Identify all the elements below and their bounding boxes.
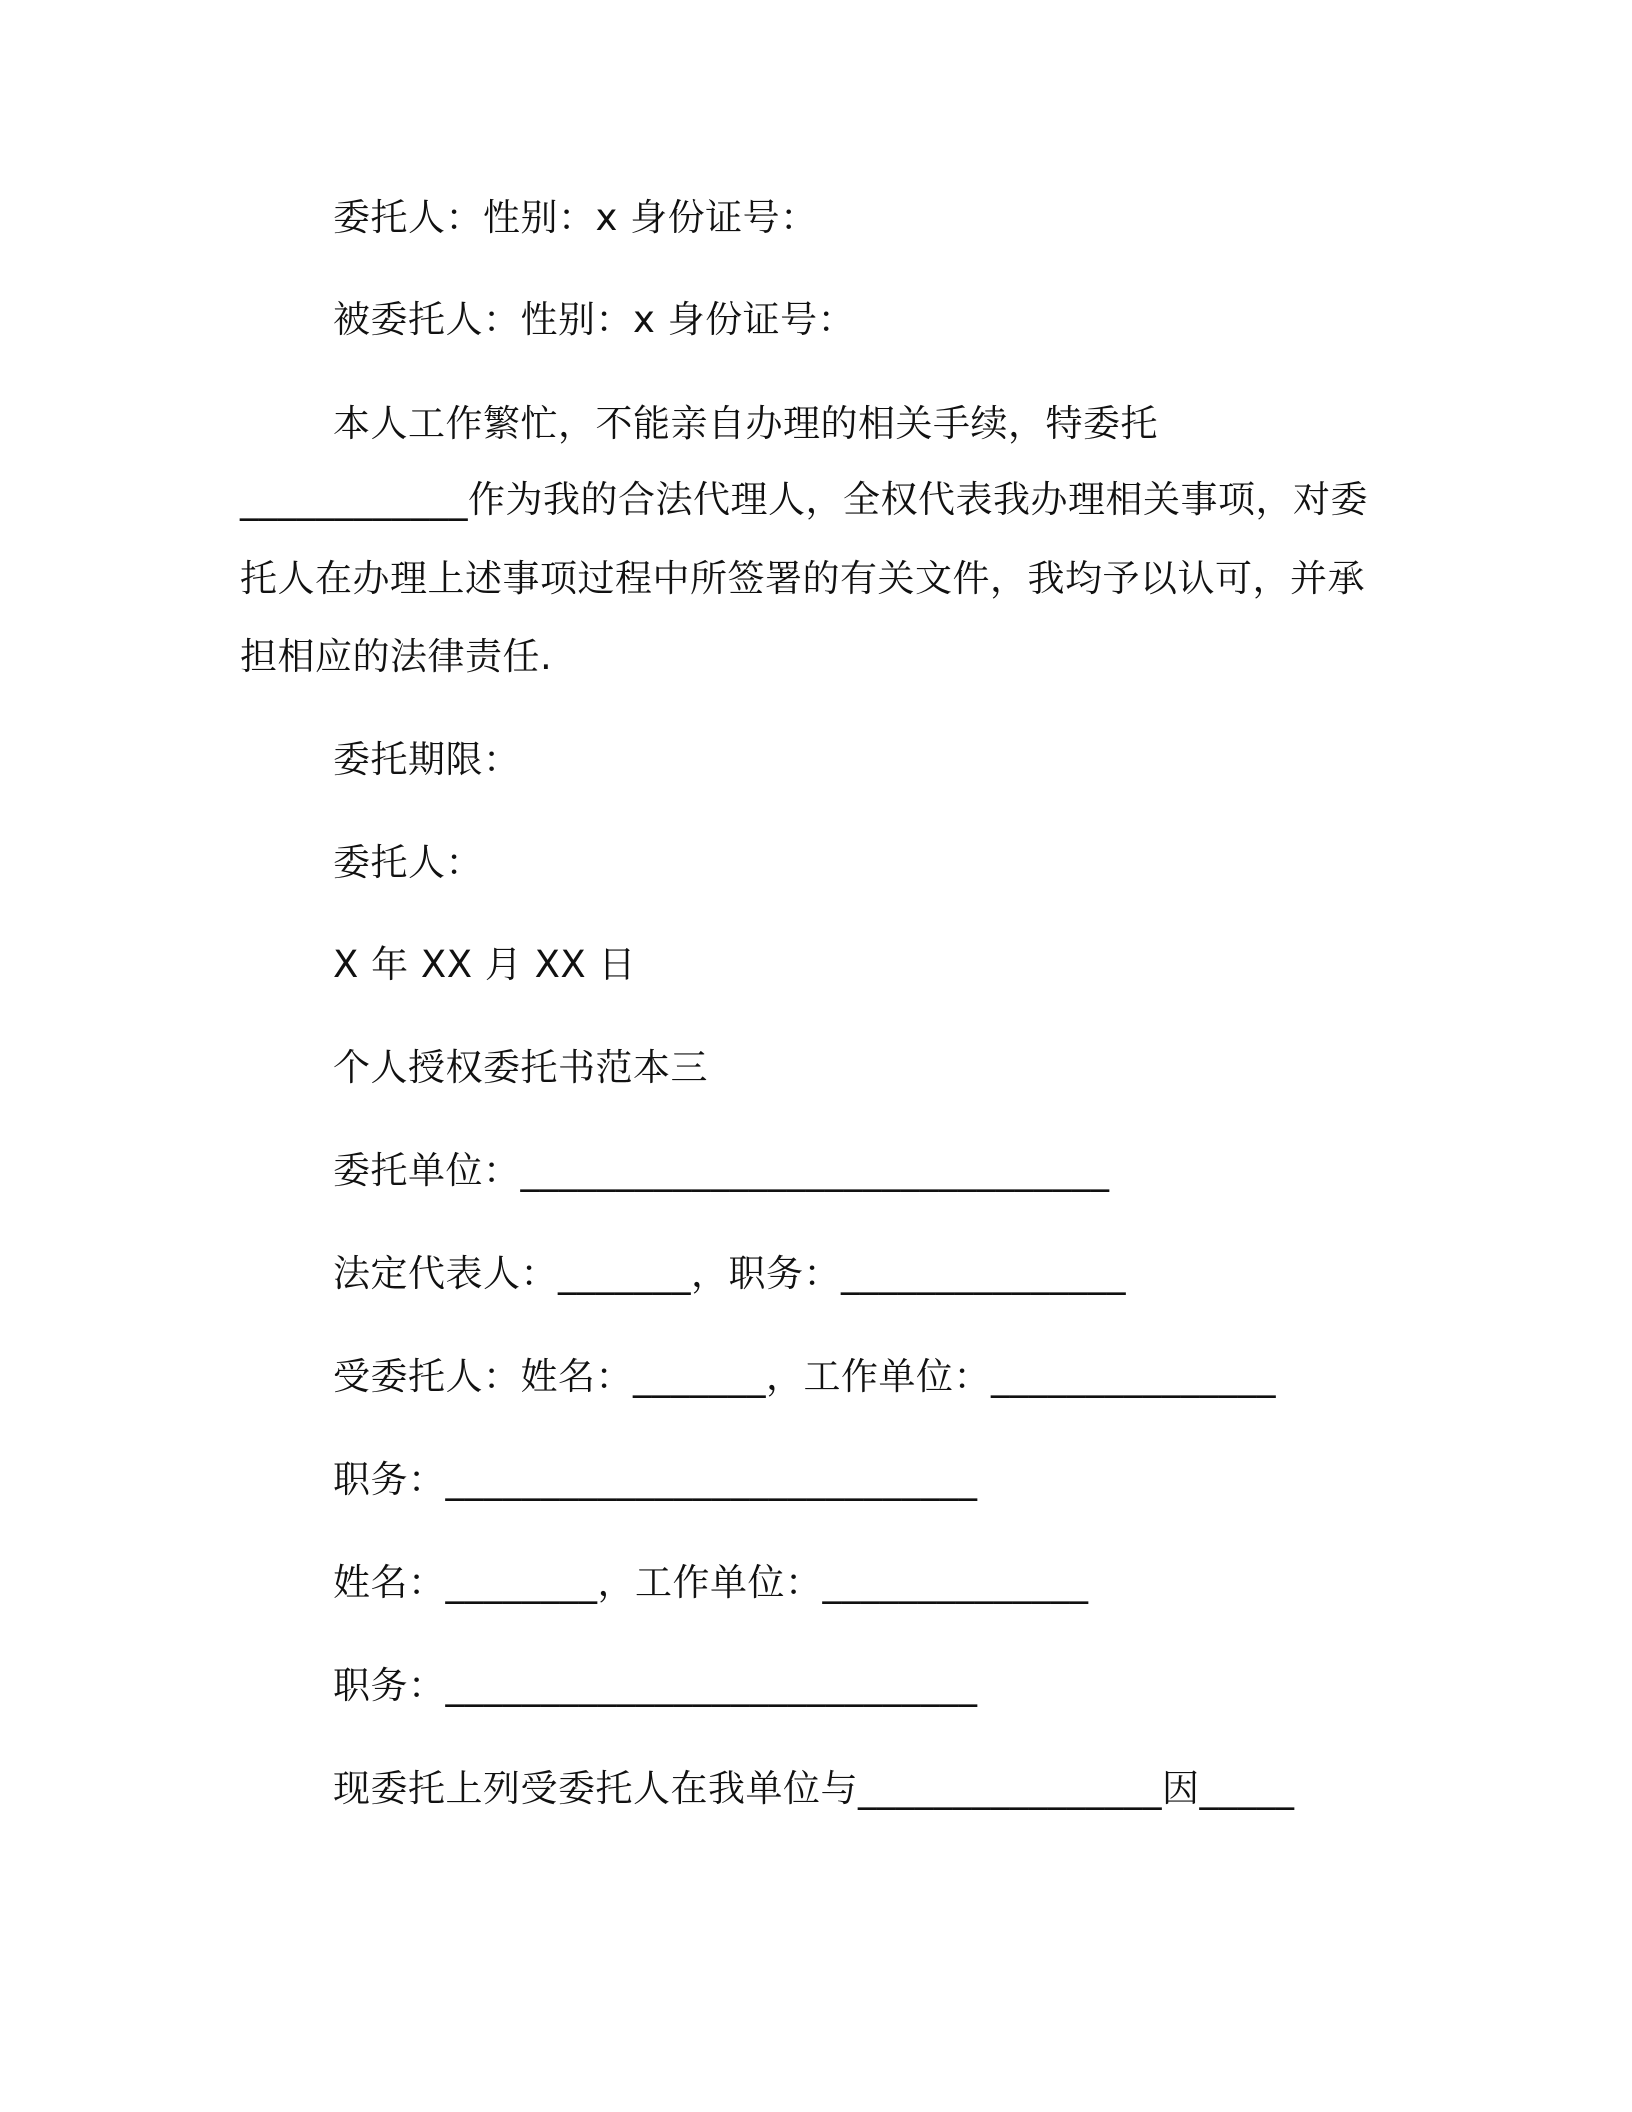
principal-signature-label: 委托人： xyxy=(333,841,483,884)
body-paragraph-line-3: 托人在办理上述事项过程中所签署的有关文件，我均予以认可，并承 xyxy=(240,557,1365,600)
entrustment-statement-line: 现委托上列受委托人在我单位与________________因_____ xyxy=(333,1767,1295,1810)
legal-representative-line: 法定代表人：_______，职务：_______________ xyxy=(333,1252,1126,1295)
body-paragraph-line-2: ____________作为我的合法代理人，全权代表我办理相关事项，对委 xyxy=(240,478,1368,521)
second-trustee-name-unit-line: 姓名：________，工作单位：______________ xyxy=(333,1561,1089,1604)
trustee-position-line-1: 职务：____________________________ xyxy=(333,1458,978,1501)
trustee-name-unit-line: 受委托人：姓名：_______，工作单位：_______________ xyxy=(333,1355,1276,1398)
agent-info-line: 被委托人：性别：x 身份证号： xyxy=(333,298,856,341)
principal-info-line: 委托人：性别：x 身份证号： xyxy=(333,196,818,239)
template-title: 个人授权委托书范本三 xyxy=(333,1046,708,1089)
entrusting-unit-line: 委托单位：_______________________________ xyxy=(333,1149,1110,1192)
body-paragraph-line-1: 本人工作繁忙，不能亲自办理的相关手续，特委托 xyxy=(333,402,1158,445)
entrust-period-label: 委托期限： xyxy=(333,738,521,781)
date-line: X 年 XX 月 XX 日 xyxy=(333,943,637,986)
body-paragraph-line-4: 担相应的法律责任. xyxy=(240,635,553,678)
trustee-position-line-2: 职务：____________________________ xyxy=(333,1664,978,1707)
